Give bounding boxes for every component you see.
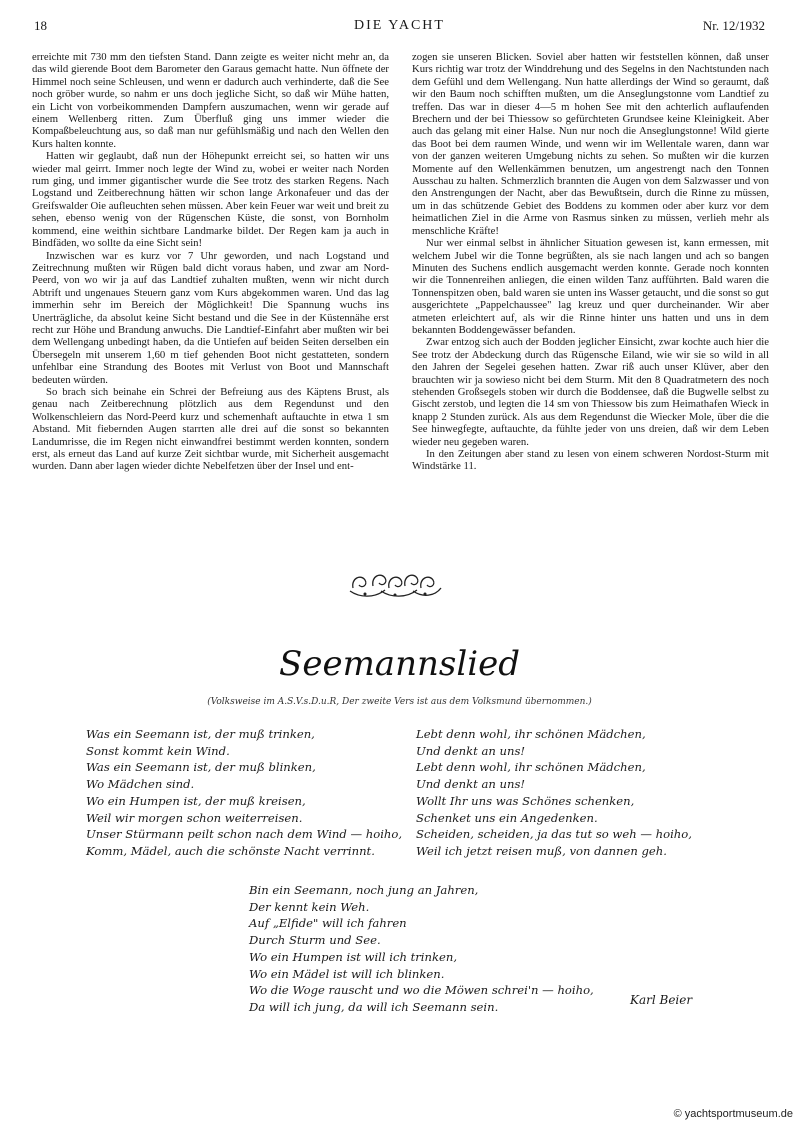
song-line: Wo die Woge rauscht und wo die Möwen schrei'n — hoiho, bbox=[249, 983, 594, 998]
song-stanza-3 bbox=[249, 882, 594, 1016]
song-stanza-1 bbox=[86, 726, 402, 860]
song-note: (Volksweise im A.S.V.s.D.u.R, Der zweite Vers ist aus dem Volksmund übernommen.) bbox=[207, 697, 592, 707]
article-column-right bbox=[412, 51, 769, 473]
song-line: Bin ein Seemann, noch jung an Jahren, bbox=[249, 883, 479, 897]
page-number: 18 bbox=[34, 18, 47, 33]
song-line: Scheiden, scheiden, ja das tut so weh — hoiho, bbox=[416, 827, 692, 842]
song-line: Und denkt an uns! bbox=[416, 777, 526, 792]
song-line: Wo ein Humpen ist, der muß kreisen, bbox=[86, 793, 306, 808]
article-paragraph: In den Zeitungen aber stand zu lesen von einem schweren Nordost-Sturm mit Windstärke 11. bbox=[412, 448, 769, 473]
article-paragraph: Inzwischen war es kurz vor 7 Uhr geworden, und nach Logstand und Zeitrechnung mußten wir Rügen bald dicht voraus haben, und zwar am Nord-Peerd, von wo wir ja auf das Landtief zuhalten mußten, wenn wir nicht durch Abtrift und ungenaues Steuern ganz vom Kurs abgekommen waren. Und das lag immerhin sehr im Bereich der Möglichkeit! Die Spannung wuchs ins Unerträgliche, da absolut keine Sicht bestand und die See in der Küstennähe erst recht zur Höhe und Brandung anwuchs. Die Landtief-Einfahrt aber mußten wir bei dem Wellengang unbedingt haben, da die Untiefen auf beiden Seiten derselben ein Übersegeln mit unserem 1,60 m tief gehenden Boot nicht gestatteten, sondern unfehlbar eine Strandung des Bootes mit Verlust von Boot und Mannschaft bedeuten würden. bbox=[32, 249, 389, 386]
song-line: Durch Sturm und See. bbox=[249, 933, 381, 948]
article-paragraph: zogen sie unseren Blicken. Soviel aber hatten wir feststellen können, daß unser Kurs richtig war trotz der Winddrehung und des Segelns in den Nachtstunden nach dem Gefühl und dem Wellengang. Nun hatte allerdings der Wind so geraumt, daß wir den Baum noch schifften mußten, um die Anseglungstonne vom Landtief zu treffen. Das war in dieser 4—5 m hohen See mit den achterlich auflaufenden Brechern und der bei Thiessow so gefürchteten Grundsee keine Kleinigkeit. Aber auch das gelang mit einer Halse. Nun nur noch die Anseglungstonne! Wild gierte das Boot bei dem raumen Winde, und wenn wir im Wellentale waren, dann war von der ganzen weiteren Umgebung nichts zu sehen. So mußten wir die kurzen Momente auf den Wellenkämmen benutzen, um angestrengt nach den Tonnen Ausschau zu halten. Schmerzlich brannten die Augen von dem Salzwasser und von den Anstrengungen der Nacht, aber das Bewußtsein, durch die Rinne zu müssen, um in das schützende Gebiet des Boddens zu kommen oder aber kurz vor dem heimatlichen Ziel in die Arme von Rasmus sinken zu müssen, verlieh mehr als menschliche Kräfte! bbox=[412, 51, 769, 237]
song-author: Karl Beier bbox=[630, 993, 693, 1007]
issue-number: Nr. 12/1932 bbox=[702, 18, 765, 33]
watermark: © yachtsportmuseum.de bbox=[673, 1108, 793, 1120]
song-line: Lebt denn wohl, ihr schönen Mädchen, bbox=[416, 727, 646, 741]
song-line: Was ein Seemann ist, der muß trinken, bbox=[86, 727, 315, 741]
song-line: Schenket uns ein Angedenken. bbox=[416, 810, 598, 825]
song-line: Wo ein Humpen ist will ich trinken, bbox=[249, 949, 458, 964]
song-line: Komm, Mädel, auch die schönste Nacht verrinnt. bbox=[86, 843, 375, 858]
song-title: Seemannslied bbox=[279, 644, 520, 684]
magazine-title: DIE YACHT bbox=[354, 18, 445, 33]
song-line: Da will ich jung, da will ich Seemann sein. bbox=[249, 999, 499, 1014]
song-line: Wollt Ihr uns was Schönes schenken, bbox=[416, 793, 635, 808]
article-column-left bbox=[32, 51, 389, 473]
article-paragraph: Zwar entzog sich auch der Bodden jeglicher Einsicht, zwar kochte auch hier die See trotz der Abdeckung durch das Rügensche Eiland, wie wir sie so wild in all den Jahren der Segelei gesehen hatten. Zwar riß auch unser Klüver, aber den brauchten wir ja sowieso nicht bei dem Sturm. Mit den 8 Quadratmetern des noch stehenden Großsegels stoben wir durch die Boddensee, daß die Bugwelle selbst zu Gischt zerstob, und legten die 14 sm von Thiessow bis zum Heimathafen Wieck in knapp 2 Stunden zurück. Als aus dem Regendunst die Wiecker Mole, über die die See hinwegfegte, auftauchte, da fühlte jeder von uns dreien, daß wir dem Leben wieder neu gegeben waren. bbox=[412, 336, 769, 448]
song-line: Weil wir morgen schon weiterreisen. bbox=[86, 810, 303, 825]
song-line: Und denkt an uns! bbox=[416, 743, 526, 758]
song-line: Lebt denn wohl, ihr schönen Mädchen, bbox=[416, 760, 646, 775]
song-line: Sonst kommt kein Wind. bbox=[86, 743, 230, 758]
article-paragraph: So brach sich beinahe ein Schrei der Befreiung aus des Käptens Brust, als genau nach Zeitberechnung plötzlich aus dem Regendunst und den Wolkenschleiern das Nord-Peerd kurz und schemenhaft auftauchte in etwa 1 sm Abstand. Mit fiebernden Augen starrten alle drei auf die sonst so bekannten Landumrisse, die im Regen nicht einwandfrei bestimmt werden konnten, sondern erst, als erneut das Land auf kurze Zeit sichtbar wurde, mit Sicherheit ausgemacht wurden. Dann aber lagen wieder dichte Nebelfetzen über der Insel und ent- bbox=[32, 385, 389, 473]
article-paragraph: Nur wer einmal selbst in ähnlicher Situation gewesen ist, kann ermessen, mit welchem Jubel wir die Tonne begrüßten, als sie nach langen und ach so bangen Minuten des Suchens endlich ausgemacht werden konnte. Gerade noch konnten wir die Tonnenreihen anliegen, die einen wilden Tanz aufführten. Bald waren die Tonnenspitzen oben, bald waren sie unten ins Wasser getaucht, und die sonst so gut ausgerichtete „Pappelchaussee" lag kreuz und quer durcheinander. Wir aber atmeten erleichtert auf, als wir die Rinne hinter uns hatten und uns in dem bekannten Boddengewässer befanden. bbox=[412, 237, 769, 336]
wave-ornament-icon bbox=[345, 566, 445, 606]
article-paragraph: erreichte mit 730 mm den tiefsten Stand. Dann zeigte es weiter nicht mehr an, da das wild gierende Boot dem Barometer den Garaus gemacht hatte. Nun öffnete der Himmel noch seine Schleusen, und wenn er dadurch auch verhinderte, daß die See noch gröber wurde, so nahm er uns doch jegliche Sicht, so daß wir Mühe hatten, ein Licht von vorbeikommenden Dampfern auszumachen, wenn wir gerade auf einem Wellenberg ritten. Zum Überfluß ging uns immer wieder die Kompaßbeleuchtung aus, so daß man nur gefühlsmäßig und nach den Wellen den Kurs halten konnte. bbox=[32, 51, 389, 150]
song-line: Der kennt kein Weh. bbox=[249, 899, 370, 914]
song-line: Wo Mädchen sind. bbox=[86, 777, 195, 792]
article-paragraph: Hatten wir geglaubt, daß nun der Höhepunkt erreicht sei, so hatten wir uns wieder mal geirrt. Immer noch legte der Wind zu, wobei er weiter nach Norden rum ging, und immer gigantischer wurde die See trotz des starken Regens. Nach Logstand und Zeitberechnung hätten wir schon lange Arkonafeuer und das der Greifswalder Oie aufleuchten sehen müssen. Aber kein Feuer war weit und breit zu sehen, ebenso wenig von der Rügenschen Küste, die sonst, von Bornholm kommend, eine weithin sichtbare Landmarke bildet. Der Regen kam ja auch in Bindfäden, wo sollte da eine Sicht sein! bbox=[32, 150, 389, 250]
song-line: Weil ich jetzt reisen muß, von dannen geh. bbox=[416, 843, 667, 858]
song-line: Wo ein Mädel ist will ich blinken. bbox=[249, 966, 445, 981]
song-line: Auf „Elfide" will ich fahren bbox=[249, 916, 407, 931]
song-line: Unser Stürmann peilt schon nach dem Wind — hoiho, bbox=[86, 827, 403, 842]
song-line: Was ein Seemann ist, der muß blinken, bbox=[86, 760, 316, 775]
song-stanza-2 bbox=[416, 726, 692, 860]
